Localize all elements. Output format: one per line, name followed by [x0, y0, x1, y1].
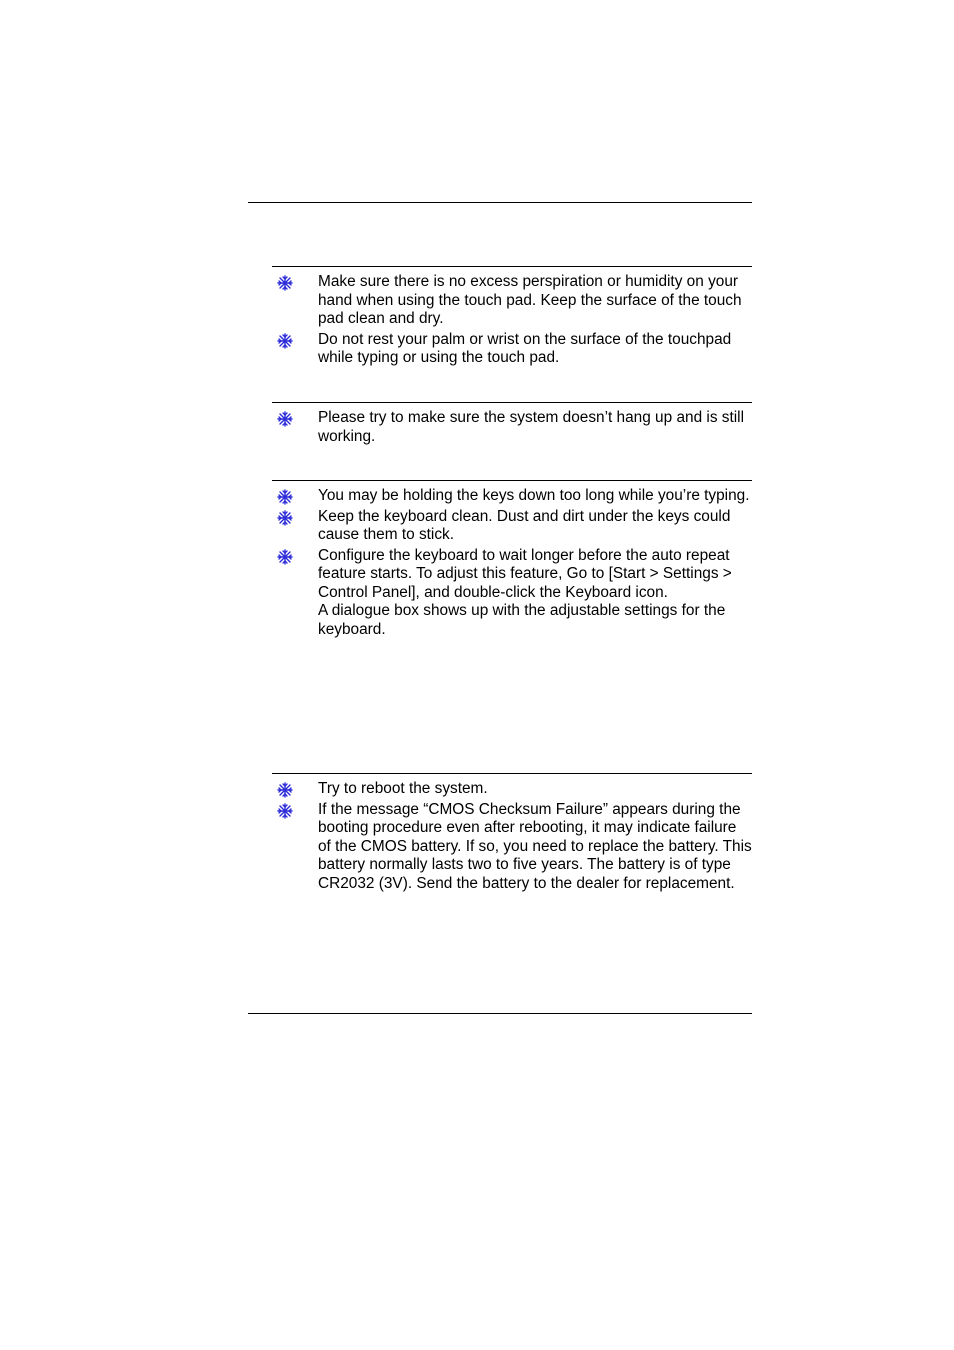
list-item — [272, 273, 752, 329]
snowflake-bullet-icon — [277, 275, 293, 291]
list-item — [272, 547, 752, 640]
list-item-text: You may be holding the keys down too long while you’re typing. — [318, 487, 750, 504]
troubleshoot-section-2 — [272, 409, 752, 448]
list-item-text: Try to reboot the system. — [318, 780, 488, 797]
list-item — [272, 508, 752, 545]
snowflake-bullet-icon — [277, 489, 293, 505]
troubleshoot-section-4 — [272, 780, 752, 895]
list-item-text: Do not rest your palm or wrist on the surface of the touchpad while typing or using the touch pad. — [318, 330, 732, 366]
section-rule-3 — [272, 480, 752, 481]
list-item — [272, 487, 752, 506]
section-rule-2 — [272, 402, 752, 403]
section-rule-4 — [272, 773, 752, 774]
list-item-text: Make sure there is no excess perspiration or humidity on your hand when using the touch pad. Keep the surface of the touch pad clean and dry. — [318, 273, 742, 327]
list-item-text: If the message “CMOS Checksum Failure” appears during the booting procedure even after rebooting, it may indicate failure of the CMOS battery. If so, you need to replace the battery. This battery normally lasts two to five years. The battery is of type CR2032 (3V). Send the battery to the dealer for replacement. — [318, 800, 752, 892]
list-item — [272, 780, 752, 799]
section-rule-1 — [272, 266, 752, 267]
list-item-text: Configure the keyboard to wait longer before the auto repeat feature starts. To adjust this feature, Go to [Start > Settings > Control Panel], and double-click the Keyboard icon. — [318, 546, 732, 601]
list-item — [272, 331, 752, 368]
snowflake-bullet-icon — [277, 803, 293, 819]
list-item — [272, 409, 752, 446]
header-rule — [248, 202, 752, 203]
troubleshoot-section-3 — [272, 487, 752, 641]
footer-rule — [248, 1013, 752, 1014]
list-item-text: Keep the keyboard clean. Dust and dirt under the keys could cause them to stick. — [318, 507, 731, 543]
snowflake-bullet-icon — [277, 510, 293, 526]
list-item — [272, 801, 752, 894]
snowflake-bullet-icon — [277, 782, 293, 798]
snowflake-bullet-icon — [277, 549, 293, 565]
snowflake-bullet-icon — [277, 333, 293, 349]
list-item-text: Please try to make sure the system doesn’t hang up and is still working. — [318, 409, 745, 445]
troubleshoot-section-1 — [272, 273, 752, 370]
list-item-extra-text: A dialogue box shows up with the adjustable settings for the keyboard. — [318, 602, 726, 638]
snowflake-bullet-icon — [277, 411, 293, 427]
